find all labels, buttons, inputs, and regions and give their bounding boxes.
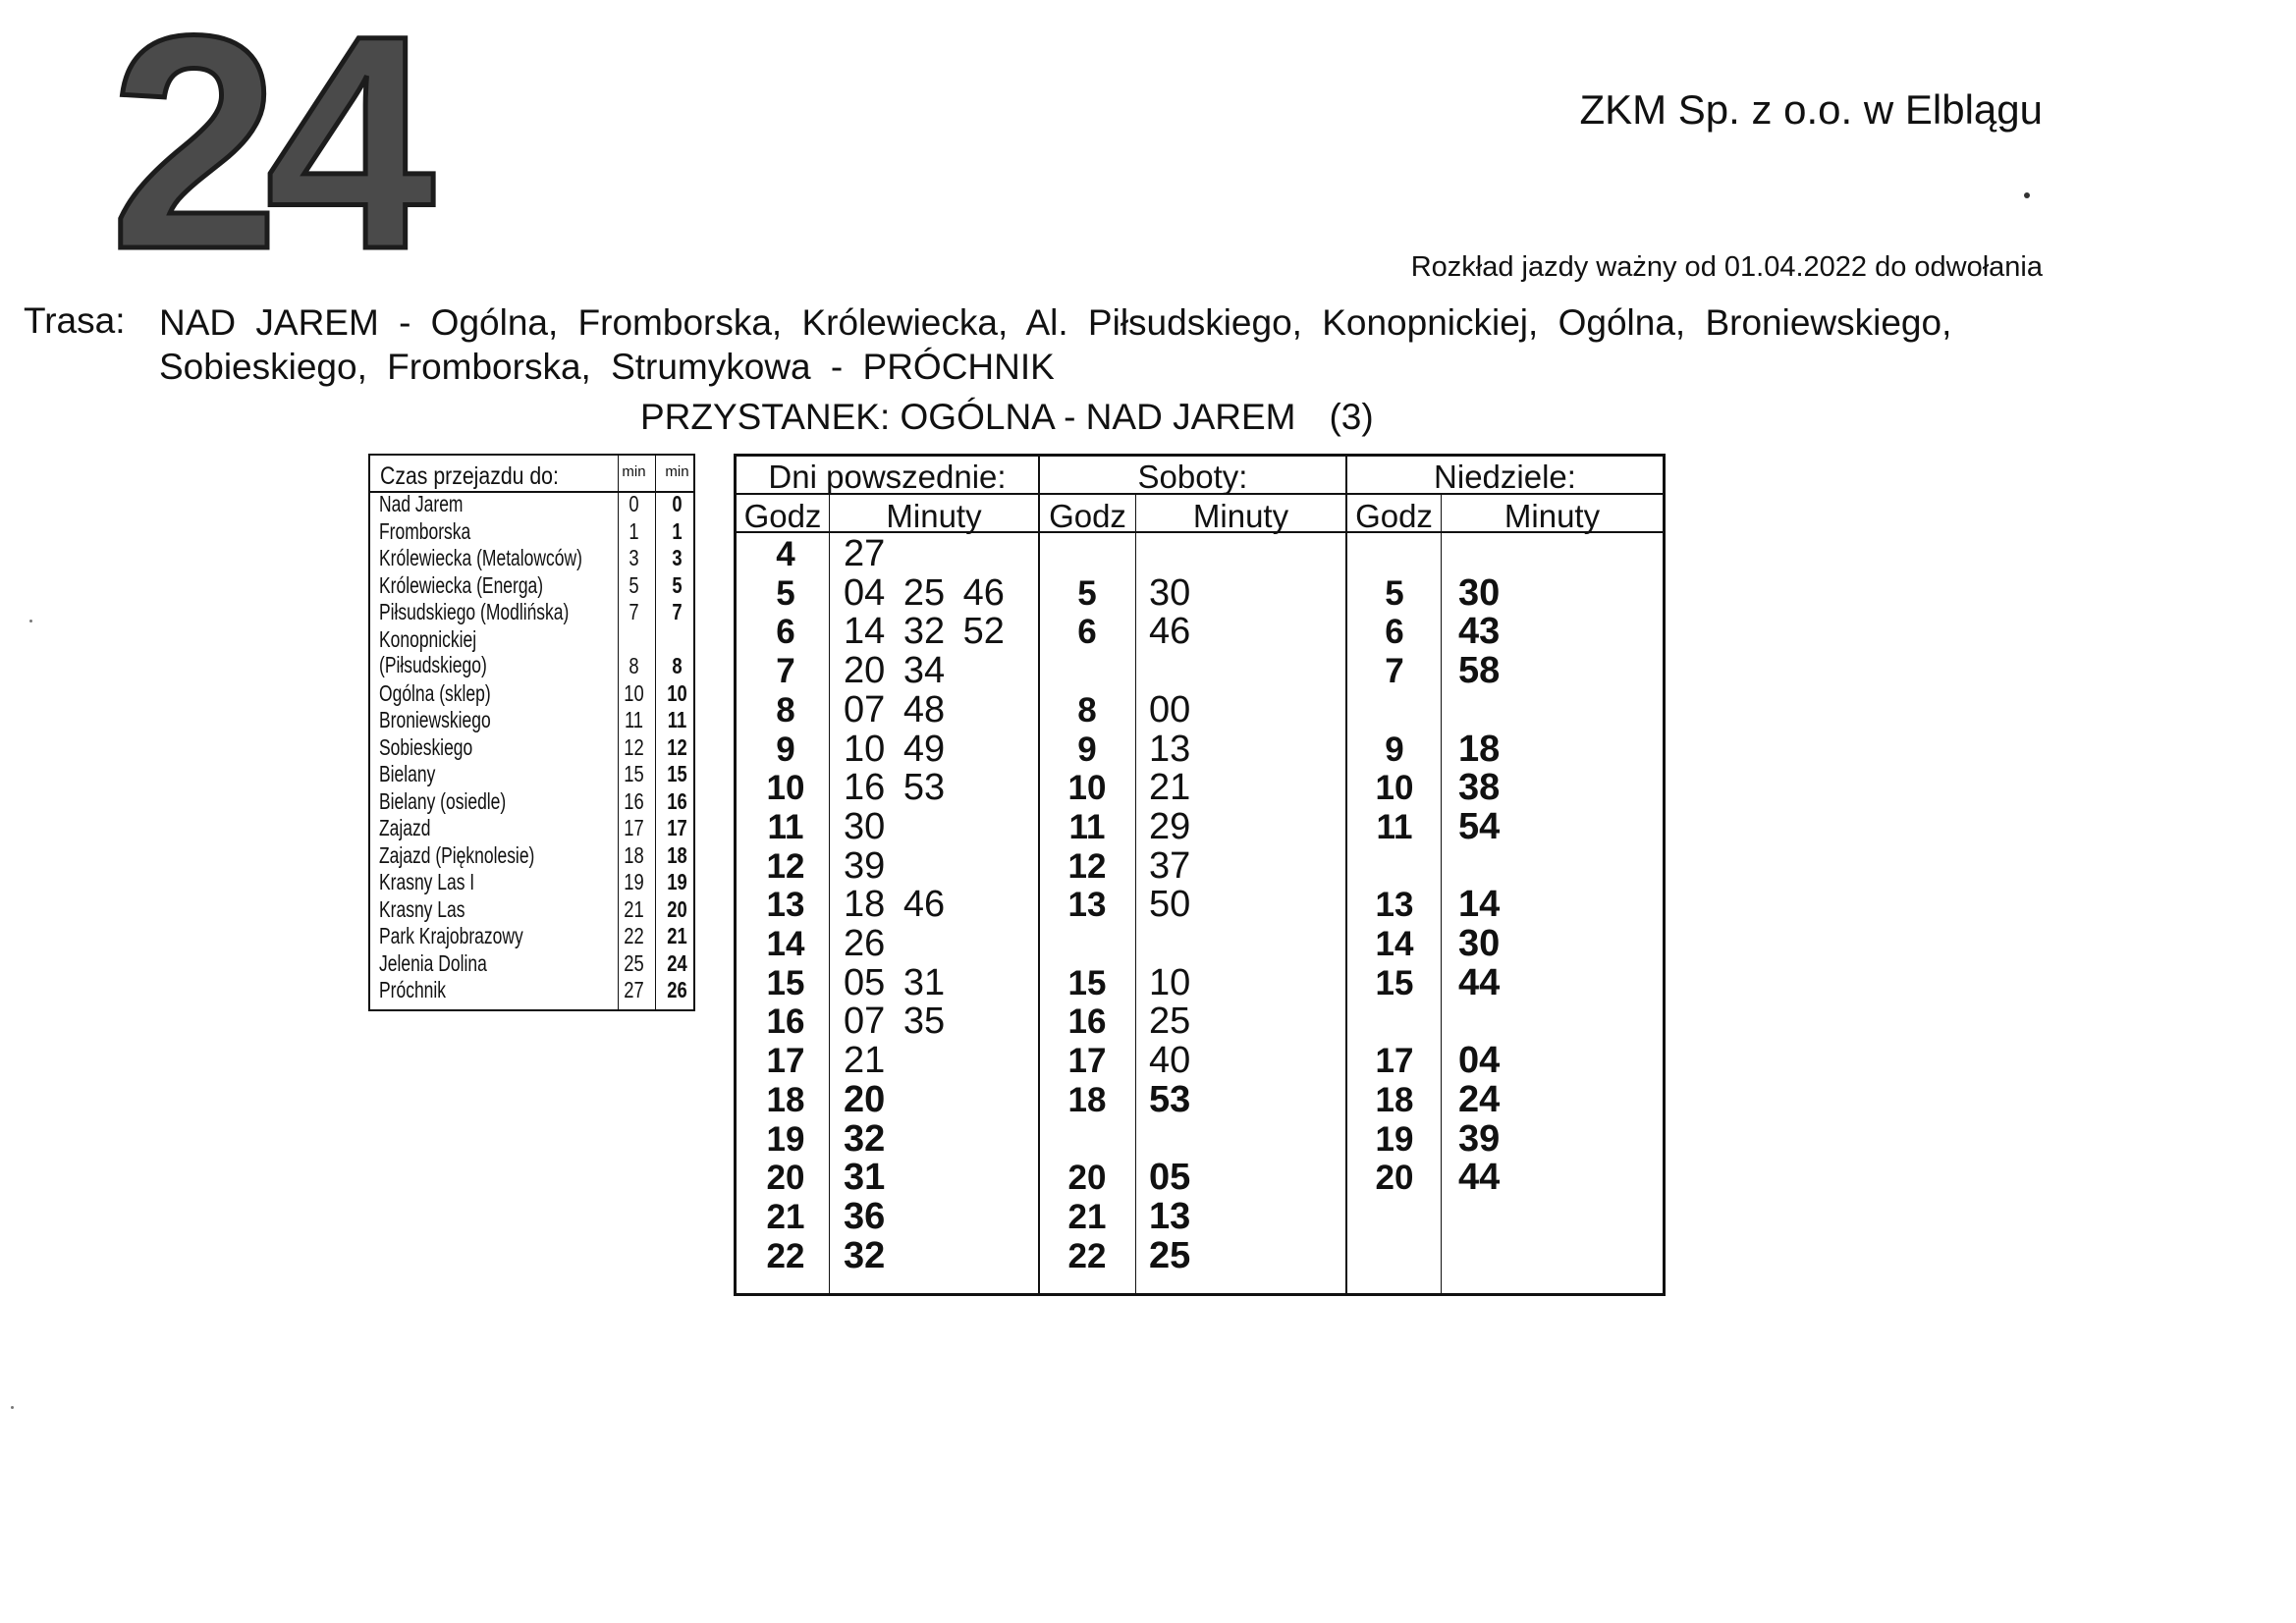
departure-minutes: 18 xyxy=(1458,728,1501,770)
departure-hour: 7 xyxy=(776,652,795,691)
departure-hour: 10 xyxy=(766,769,805,808)
departure-minutes: 53 xyxy=(1149,1078,1191,1120)
departure-minutes: 29 xyxy=(1149,805,1191,847)
departure-minutes: 30 xyxy=(1458,923,1501,964)
travel-time-weekday: 11 xyxy=(624,707,644,732)
travel-time-weekday: 25 xyxy=(624,949,644,976)
departure-minutes: 18 46 xyxy=(844,884,946,926)
departure-hour: 11 xyxy=(1068,807,1106,846)
min-column-header: min xyxy=(665,463,689,480)
departure-minutes: 46 xyxy=(1149,611,1191,653)
travel-time-weekend: 3 xyxy=(672,545,683,570)
departure-minutes: 13 xyxy=(1149,1195,1191,1237)
departure-hour: 19 xyxy=(1375,1119,1414,1159)
travel-time-weekday: 18 xyxy=(624,841,644,868)
travel-row xyxy=(370,734,693,762)
stop-name: Sobieskiego xyxy=(379,733,473,760)
travel-row xyxy=(370,572,693,600)
stop-name: Zajazd xyxy=(379,815,431,840)
departure-hour: 6 xyxy=(1077,613,1097,652)
weekdays-header: Dni powszednie: xyxy=(768,459,1007,495)
travel-times-table xyxy=(368,454,695,1011)
departure-hour: 10 xyxy=(1375,769,1414,808)
travel-row xyxy=(370,950,693,978)
min-column-header: min xyxy=(622,463,646,480)
departure-minutes: 10 xyxy=(1149,961,1191,1003)
departure-hour: 19 xyxy=(766,1119,805,1159)
travel-time-weekday: 12 xyxy=(624,733,644,760)
departure-minutes: 24 xyxy=(1458,1078,1501,1120)
scan-speck xyxy=(11,1406,14,1409)
travel-time-weekday: 1 xyxy=(629,517,639,544)
stop-name: Konopnickiej xyxy=(379,625,477,652)
departure-minutes: 58 xyxy=(1458,650,1501,692)
departure-hour: 6 xyxy=(776,613,795,652)
departure-minutes: 20 34 xyxy=(844,650,946,692)
travel-time-weekday: 8 xyxy=(629,652,639,678)
departure-hour: 15 xyxy=(1067,963,1107,1002)
hour-divider xyxy=(1135,494,1136,1293)
departure-minutes: 04 xyxy=(1458,1040,1501,1082)
stop-name: Ogólna (sklep) xyxy=(379,679,491,706)
scan-speck xyxy=(29,620,32,622)
departure-hour: 17 xyxy=(1067,1042,1107,1081)
departure-minutes: 38 xyxy=(1458,767,1501,809)
hour-column-header: Godz xyxy=(1355,498,1433,534)
travel-time-weekday: 16 xyxy=(624,787,644,814)
hour-divider xyxy=(1441,494,1442,1293)
departure-hour: 10 xyxy=(1067,769,1107,808)
departure-hour: 12 xyxy=(766,846,805,886)
stop-name: Krasny Las I xyxy=(379,869,475,894)
travel-row xyxy=(370,599,693,626)
travel-time-weekend: 11 xyxy=(667,707,687,732)
travel-time-weekday: 5 xyxy=(629,571,639,598)
hour-divider xyxy=(829,494,830,1293)
travel-time-weekend: 15 xyxy=(667,761,687,786)
departure-hour: 9 xyxy=(1077,730,1097,769)
departure-minutes: 36 xyxy=(844,1195,886,1237)
travel-time-weekend: 10 xyxy=(667,679,687,706)
departure-hour: 9 xyxy=(1385,730,1404,769)
travel-row xyxy=(370,626,693,680)
travel-time-weekday: 7 xyxy=(629,599,639,624)
stop-name: Bielany xyxy=(379,761,436,786)
stop-name: PRZYSTANEK: OGÓLNA - NAD JAREM xyxy=(640,397,1296,437)
departure-hour: 20 xyxy=(1375,1159,1414,1198)
travel-row xyxy=(370,761,693,788)
departure-minutes: 39 xyxy=(844,844,886,887)
departure-minutes: 21 xyxy=(1149,767,1191,809)
departure-minutes: 32 xyxy=(844,1117,886,1160)
departure-minutes: 07 35 xyxy=(844,1001,946,1043)
departure-hour: 18 xyxy=(1375,1080,1414,1119)
departure-minutes: 44 xyxy=(1458,1157,1501,1199)
departure-hour: 21 xyxy=(766,1197,805,1236)
day-divider xyxy=(1038,457,1040,1293)
departure-minutes: 32 xyxy=(844,1234,886,1276)
stop-name: Park Krajobrazowy xyxy=(379,923,523,948)
stop-name: Piłsudskiego (Modlińska) xyxy=(379,599,570,624)
departure-minutes: 04 25 46 xyxy=(844,571,1005,614)
departure-minutes: 27 xyxy=(844,533,886,574)
travel-row xyxy=(370,815,693,842)
travel-row xyxy=(370,491,693,518)
departure-minutes: 14 32 52 xyxy=(844,611,1005,653)
hour-column-header: Godz xyxy=(1049,498,1126,534)
departure-minutes: 25 xyxy=(1149,1234,1191,1276)
minutes-column-header: Minuty xyxy=(1192,498,1289,534)
travel-time-weekday: 0 xyxy=(629,491,639,516)
departure-hour: 9 xyxy=(776,730,795,769)
departure-hour: 20 xyxy=(766,1159,805,1198)
stop-name: Nad Jarem xyxy=(379,491,464,516)
travel-time-weekend: 18 xyxy=(667,841,687,868)
departure-hour: 21 xyxy=(1067,1197,1107,1236)
departure-hour: 13 xyxy=(766,886,805,925)
departure-hour: 17 xyxy=(1375,1042,1414,1081)
hour-column-header: Godz xyxy=(743,498,822,534)
stop-name: Krasny Las xyxy=(379,895,465,922)
route-line-1: NAD JAREM - Ogólna, Fromborska, Królewiecka, Al. Piłsudskiego, Konopnickiej, Ogólna, Broniewskiego, xyxy=(159,302,1952,343)
line-number: 24 xyxy=(110,0,421,312)
departure-hour: 13 xyxy=(1067,886,1107,925)
route-line-2: Sobieskiego, Fromborska, Strumykowa - PRÓCHNIK xyxy=(159,347,1055,387)
travel-row xyxy=(370,680,693,708)
departure-minutes: 30 xyxy=(1149,571,1191,614)
travel-row xyxy=(370,842,693,870)
travel-time-weekday: 19 xyxy=(624,869,644,894)
route-label: Trasa: xyxy=(24,300,126,341)
departure-hour: 5 xyxy=(1077,573,1097,613)
travel-time-weekday: 10 xyxy=(624,679,644,706)
departure-minutes: 50 xyxy=(1149,884,1191,926)
departure-hour: 7 xyxy=(1385,652,1404,691)
travel-times-header xyxy=(370,456,693,493)
departure-minutes: 43 xyxy=(1458,611,1501,653)
travel-time-weekend: 17 xyxy=(667,815,687,840)
stop-name: Królewiecka (Metalowców) xyxy=(379,545,582,570)
departure-hour: 14 xyxy=(766,925,805,963)
stop-name: Królewiecka (Energa) xyxy=(379,571,544,598)
travel-row xyxy=(370,896,693,924)
departure-hour: 5 xyxy=(776,573,795,613)
travel-time-weekday: 15 xyxy=(624,761,644,786)
departure-hour: 22 xyxy=(766,1236,805,1275)
travel-row xyxy=(370,518,693,546)
travel-time-weekend: 7 xyxy=(672,599,683,624)
travel-time-weekday: 21 xyxy=(624,895,644,922)
departure-minutes: 13 xyxy=(1149,728,1191,770)
stop-name: Jelenia Dolina xyxy=(379,949,487,976)
minutes-column-header: Minuty xyxy=(1503,498,1601,534)
departure-minutes: 25 xyxy=(1149,1001,1191,1043)
departure-hour: 18 xyxy=(1067,1080,1107,1119)
travel-time-weekend: 16 xyxy=(667,787,687,814)
travel-time-weekend: 26 xyxy=(667,977,687,1002)
travel-row xyxy=(370,923,693,950)
stop-title xyxy=(640,397,1374,438)
departure-hour: 11 xyxy=(1376,807,1413,846)
departure-minutes: 30 xyxy=(1458,571,1501,614)
departure-hour: 8 xyxy=(1077,690,1097,730)
departure-hour: 22 xyxy=(1067,1236,1107,1275)
departure-hour: 15 xyxy=(1375,963,1414,1002)
departure-hour: 11 xyxy=(767,807,804,846)
departure-minutes: 05 xyxy=(1149,1157,1191,1199)
travel-row xyxy=(370,545,693,572)
stop-name: Bielany (osiedle) xyxy=(379,787,507,814)
departure-hour: 6 xyxy=(1385,613,1404,652)
departure-hour: 18 xyxy=(766,1080,805,1119)
departure-hour: 15 xyxy=(766,963,805,1002)
departure-hour: 17 xyxy=(766,1042,805,1081)
departure-minutes: 37 xyxy=(1149,844,1191,887)
departure-hour: 14 xyxy=(1375,925,1414,963)
travel-row xyxy=(370,977,693,1004)
travel-row xyxy=(370,869,693,896)
sundays-header: Niedziele: xyxy=(1434,459,1576,495)
day-divider xyxy=(1345,457,1347,1293)
travel-time-weekend: 12 xyxy=(667,733,687,760)
stop-name: Próchnik xyxy=(379,977,447,1002)
departure-minutes: 14 xyxy=(1458,884,1501,926)
departure-minutes: 05 31 xyxy=(844,961,946,1003)
travel-time-weekday: 3 xyxy=(629,545,639,570)
stop-name: Fromborska xyxy=(379,517,471,544)
travel-time-weekday: 27 xyxy=(624,977,644,1002)
timetable xyxy=(734,454,1666,1296)
departure-hour: 8 xyxy=(776,690,795,730)
departure-minutes: 44 xyxy=(1458,961,1501,1003)
departure-minutes: 21 xyxy=(844,1040,886,1082)
travel-time-weekend: 21 xyxy=(667,923,687,948)
dot-mark xyxy=(2024,192,2030,198)
stop-name: Broniewskiego xyxy=(379,707,491,732)
departure-minutes: 54 xyxy=(1458,805,1501,847)
travel-time-weekend: 24 xyxy=(667,949,687,976)
departure-hour: 13 xyxy=(1375,886,1414,925)
travel-time-weekend: 0 xyxy=(672,491,683,516)
company-name: ZKM Sp. z o.o. w Elblągu xyxy=(1579,86,2043,133)
departure-hour: 16 xyxy=(766,1002,805,1042)
departure-minutes: 07 48 xyxy=(844,688,946,730)
travel-times-title: Czas przejazdu do: xyxy=(380,462,559,490)
travel-row xyxy=(370,707,693,734)
departure-minutes: 26 xyxy=(844,923,886,964)
travel-time-weekend: 5 xyxy=(672,571,683,598)
departure-minutes: 16 53 xyxy=(844,767,946,809)
departure-hour: 5 xyxy=(1385,573,1404,613)
departure-minutes: 10 49 xyxy=(844,728,946,770)
travel-time-weekend: 19 xyxy=(667,869,687,894)
travel-time-weekend: 8 xyxy=(672,652,683,678)
travel-time-weekday: 22 xyxy=(624,923,644,948)
travel-row xyxy=(370,788,693,816)
departure-minutes: 31 xyxy=(844,1157,886,1199)
travel-time-weekend: 1 xyxy=(672,517,683,544)
stop-name-line-2: (Piłsudskiego) xyxy=(379,651,487,677)
stop-name: Zajazd (Pięknolesie) xyxy=(379,841,535,868)
departure-minutes: 39 xyxy=(1458,1117,1501,1160)
saturdays-header: Soboty: xyxy=(1137,459,1248,495)
departure-hour: 20 xyxy=(1067,1159,1107,1198)
travel-time-weekday: 17 xyxy=(624,815,644,840)
departure-minutes: 00 xyxy=(1149,688,1191,730)
departure-minutes: 20 xyxy=(844,1078,886,1120)
stop-number: (3) xyxy=(1329,397,1374,437)
minutes-column-header: Minuty xyxy=(886,498,982,534)
departure-hour: 4 xyxy=(776,535,795,573)
departure-minutes: 40 xyxy=(1149,1040,1191,1082)
departure-hour: 12 xyxy=(1067,846,1107,886)
departure-hour: 16 xyxy=(1067,1002,1107,1042)
travel-time-weekend: 20 xyxy=(667,895,687,922)
departure-minutes: 30 xyxy=(844,805,886,847)
route-description xyxy=(159,300,2054,389)
validity-note: Rozkład jazdy ważny od 01.04.2022 do odwołania xyxy=(1410,251,2043,283)
